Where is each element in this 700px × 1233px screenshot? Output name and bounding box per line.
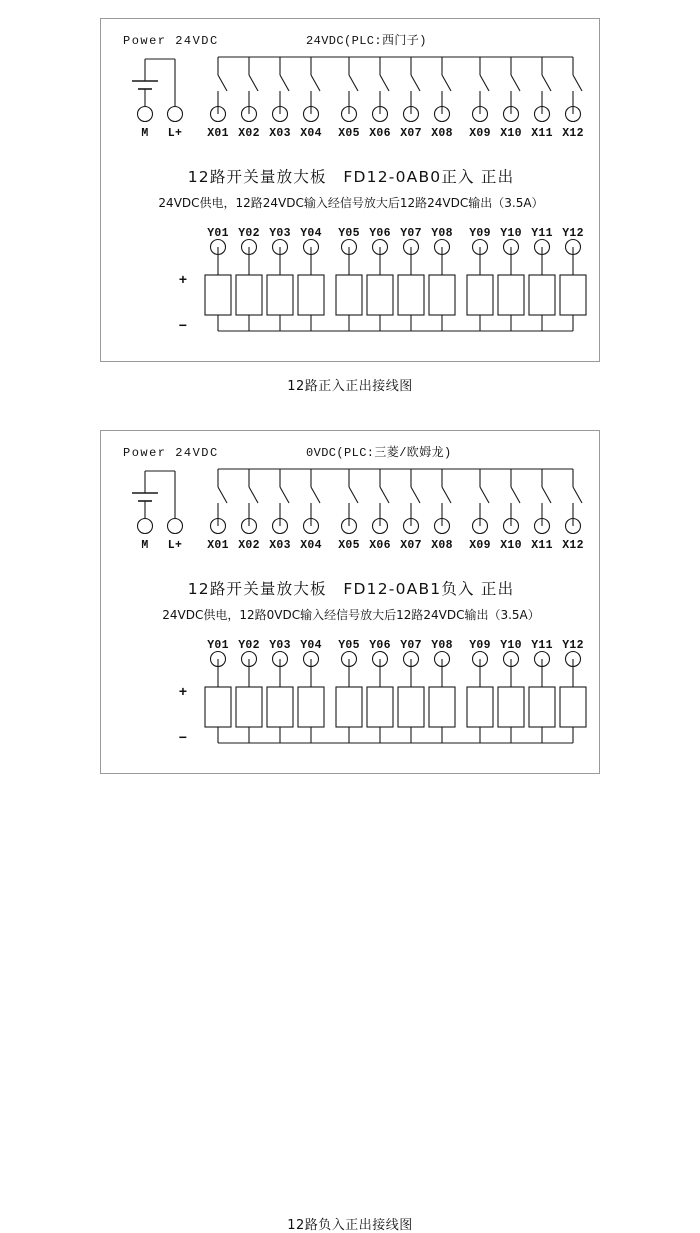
diagram-caption: 12路负入正出接线图: [287, 1218, 413, 1233]
terminal-label: L+: [167, 539, 183, 552]
terminal-label: Y08: [431, 639, 453, 652]
terminal-label: M: [141, 539, 149, 552]
terminal-label: X05: [338, 539, 360, 552]
power-supply-label: Power 24VDC: [123, 34, 219, 48]
terminal-label: X01: [207, 127, 229, 140]
terminal-label: Y12: [562, 639, 584, 652]
terminal-label: Y05: [338, 639, 360, 652]
terminal-label: Y11: [531, 639, 553, 652]
terminal-label: X06: [369, 127, 391, 140]
terminal-label: Y10: [500, 639, 522, 652]
terminal-label: Y07: [400, 639, 422, 652]
terminal-label: X08: [431, 127, 453, 140]
input-bus-label: 0VDC(PLC:三菱/欧姆龙): [306, 446, 452, 460]
diagram-caption: 12路正入正出接线图: [287, 379, 413, 394]
wiring-schematic-svg: [101, 431, 601, 775]
terminal-label: Y10: [500, 227, 522, 240]
terminal-label: Y02: [238, 227, 260, 240]
terminal-label: X08: [431, 539, 453, 552]
terminal-label: L+: [167, 127, 183, 140]
terminal-label: X11: [531, 127, 553, 140]
terminal-label: X10: [500, 127, 522, 140]
terminal-label: X11: [531, 539, 553, 552]
terminal-label: X04: [300, 127, 322, 140]
terminal-label: Y05: [338, 227, 360, 240]
output-polarity-minus: −: [178, 319, 188, 335]
terminal-label: X02: [238, 539, 260, 552]
terminal-label: Y06: [369, 639, 391, 652]
terminal-label: Y04: [300, 227, 322, 240]
terminal-label: X12: [562, 127, 584, 140]
board-model-title: 12路开关量放大板 FD12-0AB0正入 正出: [187, 168, 515, 186]
terminal-label: Y12: [562, 227, 584, 240]
terminal-label: X03: [269, 127, 291, 140]
terminal-label: X12: [562, 539, 584, 552]
output-polarity-plus: +: [178, 685, 188, 701]
terminal-label: Y09: [469, 639, 491, 652]
terminal-label: Y08: [431, 227, 453, 240]
terminal-label: X06: [369, 539, 391, 552]
terminal-label: Y01: [207, 639, 229, 652]
terminal-label: Y04: [300, 639, 322, 652]
terminal-label: X07: [400, 127, 422, 140]
terminal-label: M: [141, 127, 149, 140]
power-supply-label: Power 24VDC: [123, 446, 219, 460]
board-model-title: 12路开关量放大板 FD12-0AB1负入 正出: [187, 580, 515, 598]
terminal-label: X05: [338, 127, 360, 140]
terminal-label: Y11: [531, 227, 553, 240]
diagram-frame: [100, 18, 600, 362]
diagram-frame: [100, 430, 600, 774]
wiring-schematic-svg: [101, 19, 601, 363]
board-description: 24VDC供电，12路24VDC输入经信号放大后12路24VDC输出（3.5A）: [158, 196, 544, 210]
terminal-label: X09: [469, 127, 491, 140]
board-description: 24VDC供电，12路0VDC输入经信号放大后12路24VDC输出（3.5A）: [162, 608, 540, 622]
terminal-label: X04: [300, 539, 322, 552]
terminal-label: Y06: [369, 227, 391, 240]
terminal-label: X01: [207, 539, 229, 552]
terminal-label: X02: [238, 127, 260, 140]
terminal-label: Y02: [238, 639, 260, 652]
terminal-label: X09: [469, 539, 491, 552]
terminal-label: Y01: [207, 227, 229, 240]
terminal-label: Y09: [469, 227, 491, 240]
terminal-label: Y03: [269, 227, 291, 240]
terminal-label: X03: [269, 539, 291, 552]
output-polarity-minus: −: [178, 731, 188, 747]
output-polarity-plus: +: [178, 273, 188, 289]
terminal-label: Y07: [400, 227, 422, 240]
terminal-label: Y03: [269, 639, 291, 652]
input-bus-label: 24VDC(PLC:西门子): [306, 34, 427, 48]
terminal-label: X10: [500, 539, 522, 552]
terminal-label: X07: [400, 539, 422, 552]
